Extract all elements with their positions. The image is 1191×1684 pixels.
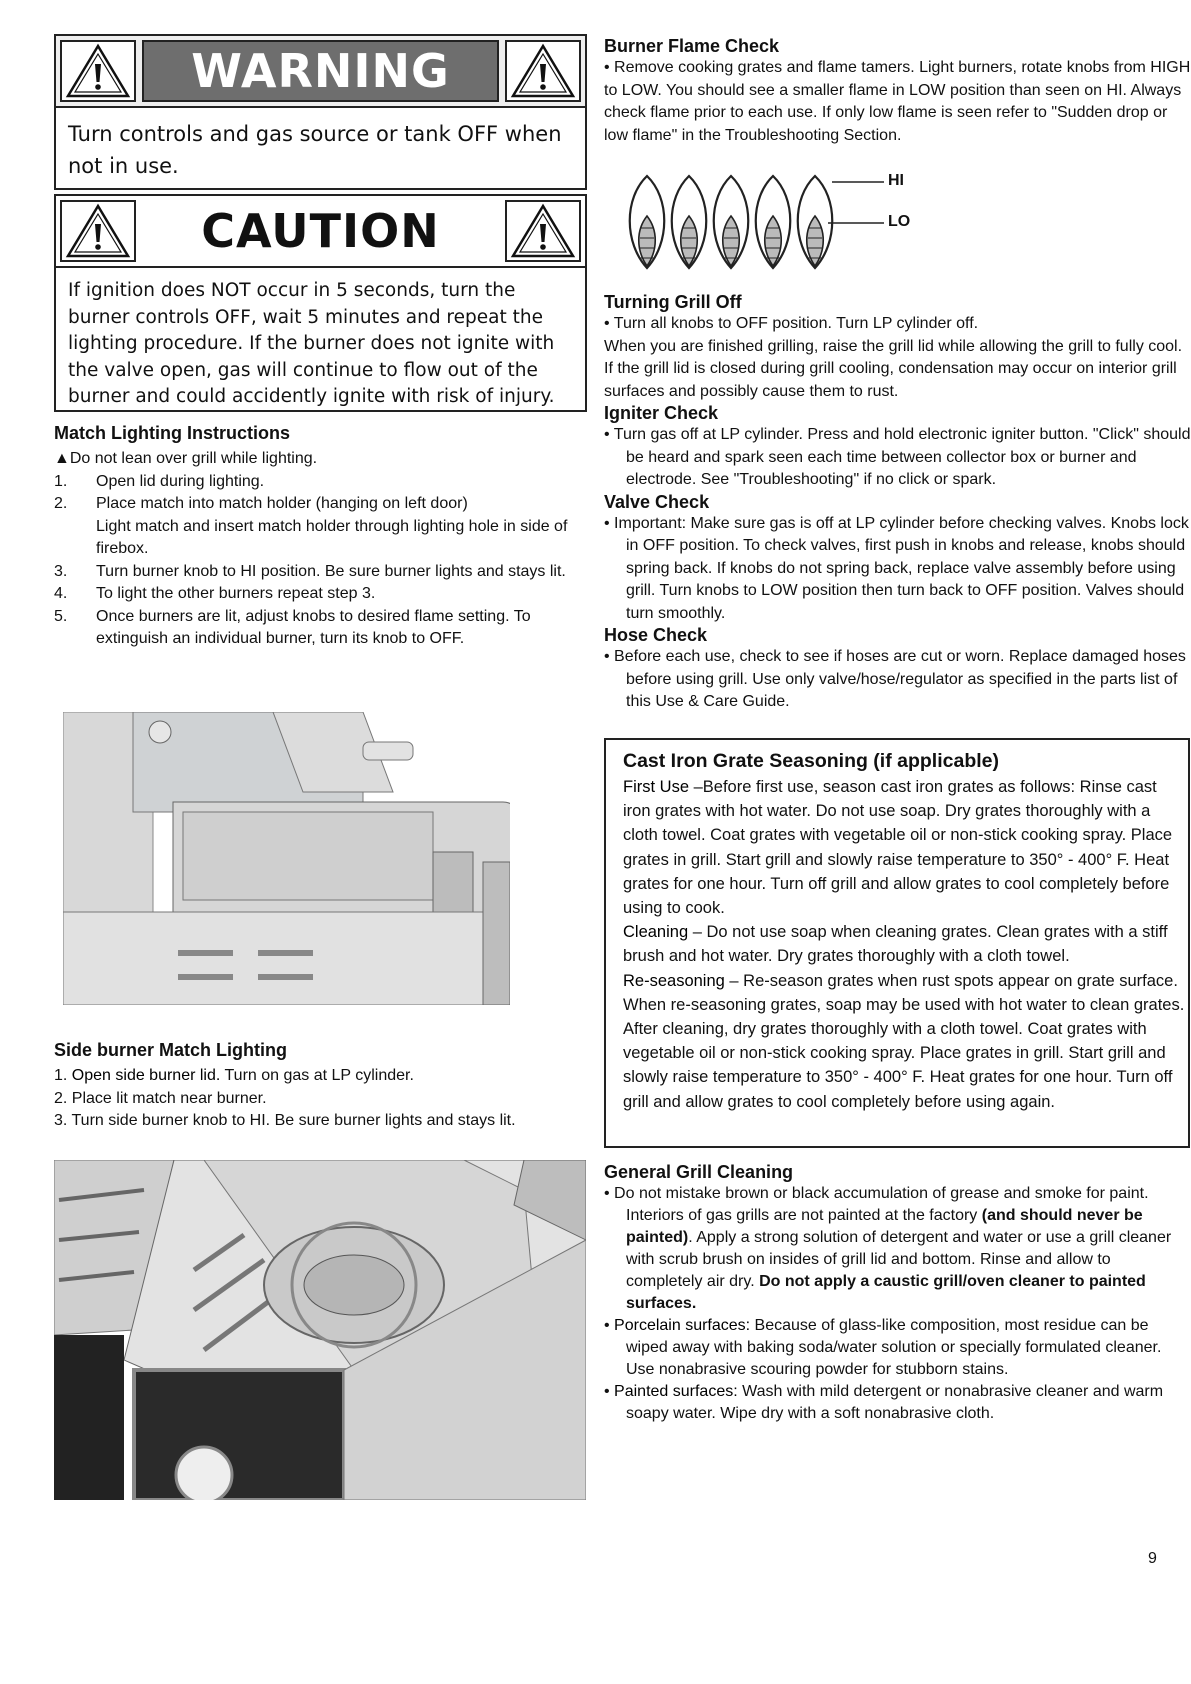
- general-cleaning-section: [604, 1162, 1191, 1425]
- burner-flame-check-heading: Burner Flame Check: [604, 36, 780, 56]
- reseasoning-paragraph: Re-seasoning – Re-season grates when rust spots appear on grate surface. When re-seasoning grates, soap may be used with hot water to clean grates. After cleaning, dry grates thoroughly with a cloth towel. Coat grates with vegetable oil or non-stick cooking spray. Place grates in grill. Start grill and slowly raise temperature to 350° - 400° F. Heat grates for one hour. Turn off grill and allow grates to cool completely before using again.: [623, 971, 1185, 1111]
- list-item: 5. Once burners are lit, adjust knobs to desired flame setting. To extinguish an individual burner, turn its knob to OFF.: [54, 607, 531, 647]
- hose-check-heading: Hose Check: [604, 625, 708, 645]
- list-item: • Do not mistake brown or black accumulation of grease and smoke for paint. Interiors of gas grills are not painted at the factory (and should never be painted). Apply a strong solution of detergent and water or use a grill cleaner with scrub brush on insides of grill lid and bottom. Rinse and allow to completely air dry. Do not apply a caustic grill/oven cleaner to painted surfaces.: [604, 1185, 1172, 1312]
- caution-triangle-icon: [505, 200, 581, 262]
- valve-check-text: • Important: Make sure gas is off at LP cylinder before checking valves. Knobs lock in OFF position. To check valves, first push in knobs and release, knobs should spring back. If knobs do not spring back, replace valve assembly before using grill. Turn knobs to LOW position then turn back to OFF position. Valves should turn smoothly.: [604, 514, 1189, 622]
- list-item: 3. Turn side burner knob to HI. Be sure burner lights and stays lit.: [54, 1112, 516, 1129]
- caution-message: If ignition does NOT occur in 5 seconds, turn the burner controls OFF, wait 5 minutes and repeat the lighting procedure. If the burner does not ignite with the valve open, gas will continue to flow out of the burner and could accidently ignite with risk of injury.: [68, 280, 555, 407]
- list-item: 4. To light the other burners repeat step 3.: [54, 585, 376, 602]
- list-item: 1. Open side burner lid. Turn on gas at LP cylinder.: [54, 1067, 414, 1084]
- cast-iron-heading: Cast Iron Grate Seasoning (if applicable): [623, 750, 999, 772]
- list-item: 2. Place lit match near burner.: [54, 1089, 267, 1107]
- general-cleaning-heading: General Grill Cleaning: [604, 1162, 794, 1182]
- list-item: 2. Place match into match holder (hanging on left door) Light match and insert match holder through lighting hole in side of firebox.: [54, 495, 568, 557]
- turning-grill-off-text: When you are finished grilling, raise the grill lid while allowing the grill to fully cool. If the grill lid is closed during grill cooling, condensation may occur on interior grill surfaces and possibly cause them to rust.: [604, 337, 1183, 400]
- warning-sign: [54, 34, 587, 190]
- side-burner-section: [54, 1040, 594, 1133]
- right-column-middle: [604, 292, 1191, 714]
- caution-title: CAUTION: [142, 200, 499, 262]
- warning-triangle-icon: [505, 40, 581, 102]
- warning-triangle-icon: [60, 40, 136, 102]
- hose-check-text: • Before each use, check to see if hoses are cut or worn. Replace damaged hoses before using grill. Use only valve/hose/regulator as specified in the parts list of this Use & Care Guide.: [604, 648, 1186, 710]
- right-column-top: [604, 36, 1191, 147]
- side-burner-heading: Side burner Match Lighting: [54, 1040, 287, 1060]
- caution-triangle-icon: [60, 200, 136, 262]
- hi-label: HI: [888, 172, 904, 189]
- flame-diagram: [622, 168, 922, 273]
- caution-sign: [54, 194, 587, 412]
- grill-match-lighting-illustration: [63, 712, 510, 1005]
- cast-iron-seasoning-box: [604, 738, 1190, 1148]
- lo-label: LO: [888, 213, 911, 230]
- list-item: • Porcelain surfaces: Because of glass-like composition, most residue can be wiped away with baking soda/water solution or specially formulated cleaner. Use nonabrasive scouring powder for stubborn stains.: [604, 1317, 1162, 1378]
- match-lighting-section: [54, 423, 594, 651]
- match-lighting-heading: Match Lighting Instructions: [54, 423, 290, 443]
- turning-grill-off-heading: Turning Grill Off: [604, 292, 742, 312]
- match-lighting-note: ▲Do not lean over grill while lighting.: [54, 450, 318, 467]
- list-item: 3. Turn burner knob to HI position. Be sure burner lights and stays lit.: [54, 562, 566, 580]
- turning-grill-off-bullet: • Turn all knobs to OFF position. Turn LP cylinder off.: [604, 315, 979, 332]
- igniter-check-text: • Turn gas off at LP cylinder. Press and hold electronic igniter button. "Click" should be heard and spark seen each time between collector box or burner and electrode. See "Troubleshooting" if no click or spark.: [604, 426, 1191, 488]
- list-item: • Painted surfaces: Wash with mild detergent or nonabrasive cleaner and warm soapy water. Wipe dry with a soft nonabrasive cloth.: [604, 1383, 1164, 1422]
- valve-check-heading: Valve Check: [604, 491, 710, 512]
- warning-message: Turn controls and gas source or tank OFF when not in use.: [68, 122, 562, 178]
- burner-flame-check-text: • Remove cooking grates and flame tamers. Light burners, rotate knobs from HIGH to LOW. You should see a smaller flame in LOW position than seen on HI. Always check flame prior to each use. If only low flame is seen refer to "Sudden drop or low flame" in the Troubleshooting Section.: [604, 59, 1191, 144]
- list-item: 1. Open lid during lighting.: [54, 472, 265, 490]
- first-use-paragraph: First Use –Before first use, season cast iron grates as follows: Rinse cast iron grates with hot water. Do not use soap. Dry grates thoroughly with a cloth towel. Coat grates with vegetable oil or non-stick cooking spray. Place grates in grill. Start grill and slowly raise temperature to 350° - 400° F. Heat grates for one hour. Turn off grill and allow grates to cool completely before using to cook.: [623, 778, 1173, 918]
- warning-title: WARNING: [142, 40, 499, 102]
- cleaning-paragraph: Cleaning – Do not use soap when cleaning grates. Clean grates with a stiff brush and hot water. Dry grates thoroughly with a cloth towel.: [623, 923, 1168, 966]
- side-burner-illustration: [54, 1160, 586, 1500]
- igniter-check-heading: Igniter Check: [604, 403, 719, 423]
- page-number: 9: [1148, 1550, 1157, 1567]
